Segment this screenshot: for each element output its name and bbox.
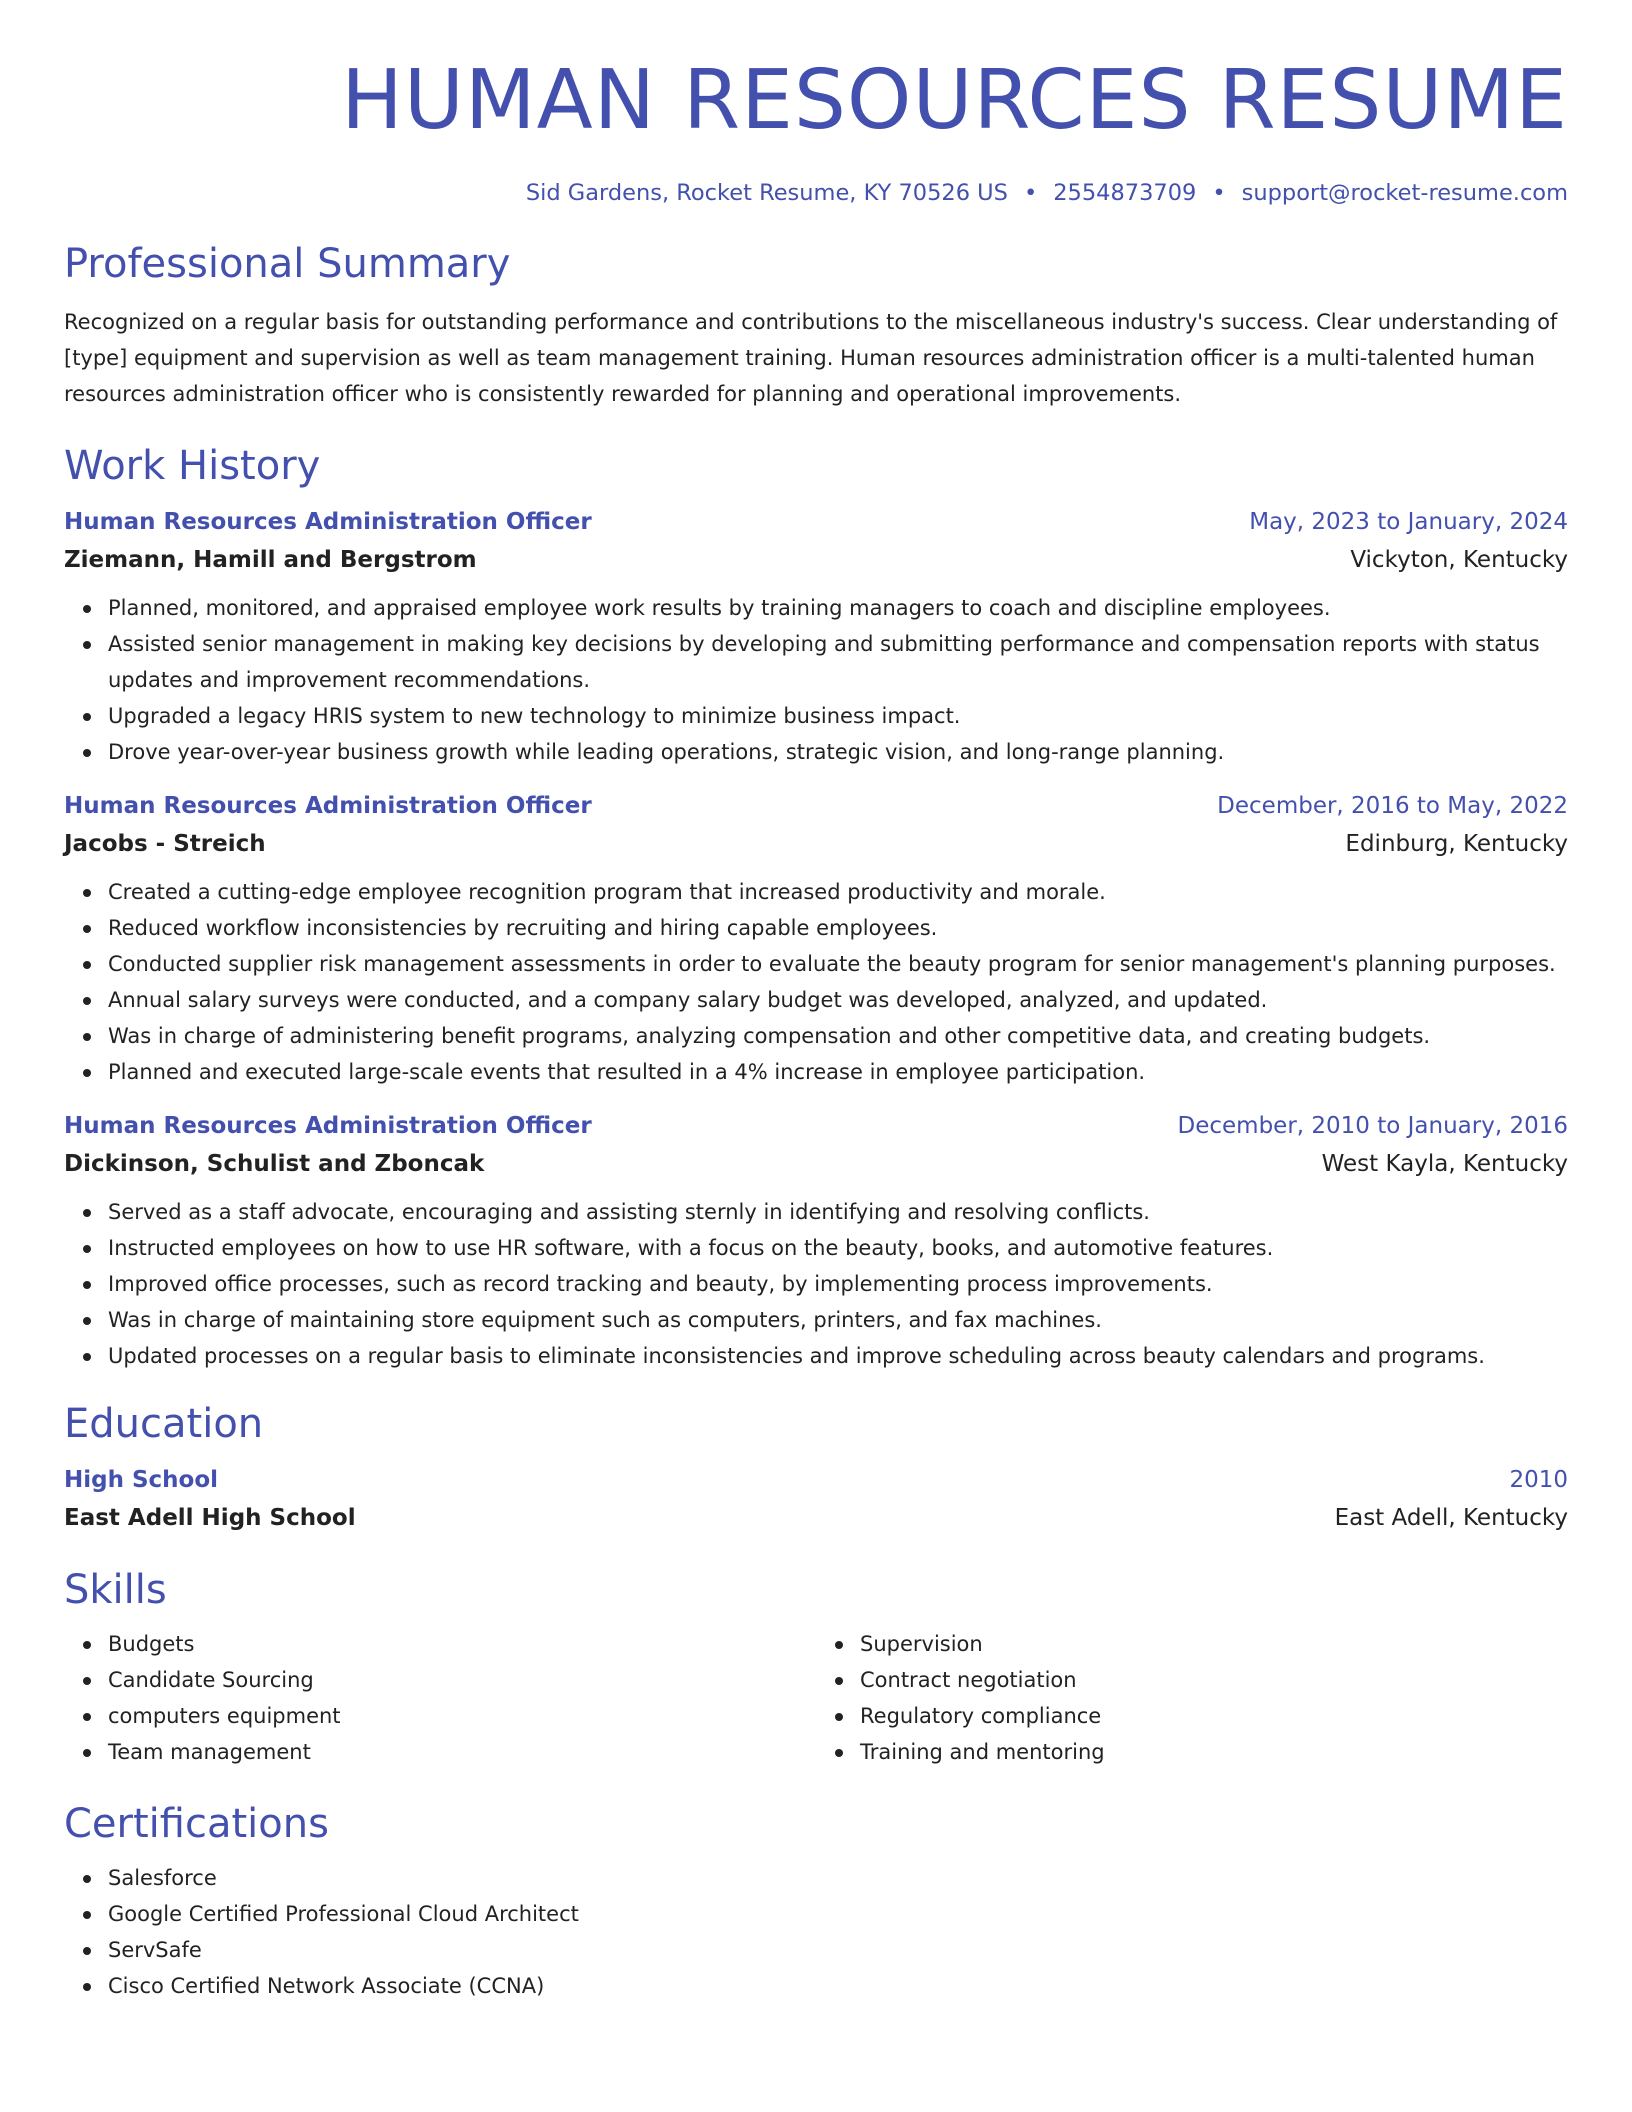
contact-email: support@rocket-resume.com [1241,180,1568,206]
contact-separator: • [1023,180,1038,206]
job-bullet: Served as a staff advocate, encouraging and assisting sternly in identifying and resolving conflicts. [108,1194,1568,1230]
job-dates: December, 2010 to January, 2016 [1177,1113,1568,1139]
certification-item: ServSafe [108,1932,1568,1968]
skill-item: Training and mentoring [860,1734,1568,1770]
certification-item: Salesforce [108,1860,1568,1896]
summary-text: Recognized on a regular basis for outstanding performance and contributions to the miscellaneous industry's success. Clear understanding of [type] equipment and supervision as well as team management training. Human resources administration officer is a multi-talented human resources administration officer who is consistently rewarded for planning and operational improvements. [64,310,1558,406]
skill-item: Budgets [108,1626,816,1662]
summary-heading: Professional Summary [64,241,511,287]
education-year: 2010 [1509,1467,1568,1493]
skill-item: Candidate Sourcing [108,1662,816,1698]
job-bullet: Assisted senior management in making key decisions by developing and submitting performance and compensation reports with status updates and improvement recommendations. [108,626,1568,698]
job-location: West Kayla, Kentucky [1321,1151,1568,1177]
skill-item: Contract negotiation [860,1662,1568,1698]
resume-title: HUMAN RESOURCES RESUME [341,53,1568,148]
skills-column-left [64,1626,816,1770]
skills-grid [64,1626,1568,1770]
summary-section [64,238,1568,412]
job-bullet: Improved office processes, such as record tracking and beauty, by implementing process improvements. [108,1266,1568,1302]
job-bullet: Was in charge of maintaining store equipment such as computers, printers, and fax machines. [108,1302,1568,1338]
job-entry [64,1108,1568,1374]
job-bullet: Planned, monitored, and appraised employee work results by training managers to coach and discipline employees. [108,590,1568,626]
certifications-section [64,1798,1568,2004]
job-employer: Dickinson, Schulist and Zboncak [64,1151,485,1177]
job-bullet: Reduced workflow inconsistencies by recruiting and hiring capable employees. [108,910,1568,946]
education-entry [64,1462,1568,1538]
job-entry [64,504,1568,770]
job-bullets [64,874,1568,1090]
job-bullet: Planned and executed large-scale events that resulted in a 4% increase in employee participation. [108,1054,1568,1090]
job-bullet: Was in charge of administering benefit programs, analyzing compensation and other competitive data, and creating budgets. [108,1018,1568,1054]
skills-section [64,1564,1568,1770]
contact-line [64,178,1568,208]
contact-address: Sid Gardens, Rocket Resume, KY 70526 US [525,180,1008,206]
education-degree: High School [64,1467,219,1493]
resume-page [64,0,1568,2004]
job-title: Human Resources Administration Officer [64,793,592,819]
job-employer: Ziemann, Hamill and Bergstrom [64,547,477,573]
education-heading: Education [64,1401,264,1447]
certification-item: Google Certified Professional Cloud Architect [108,1896,1568,1932]
job-bullet: Annual salary surveys were conducted, and a company salary budget was developed, analyzed, and updated. [108,982,1568,1018]
skills-column-right [816,1626,1568,1770]
job-bullet: Drove year-over-year business growth while leading operations, strategic vision, and long-range planning. [108,734,1568,770]
job-entry [64,788,1568,1090]
skill-item: Regulatory compliance [860,1698,1568,1734]
contact-separator: • [1212,180,1226,206]
job-bullets [64,590,1568,770]
job-title: Human Resources Administration Officer [64,509,592,535]
job-bullet: Upgraded a legacy HRIS system to new technology to minimize business impact. [108,698,1568,734]
contact-phone: 2554873709 [1053,180,1197,206]
job-title: Human Resources Administration Officer [64,1113,592,1139]
job-bullet: Instructed employees on how to use HR software, with a focus on the beauty, books, and automotive features. [108,1230,1568,1266]
skills-heading: Skills [64,1567,167,1613]
skill-item: Supervision [860,1626,1568,1662]
job-dates: May, 2023 to January, 2024 [1249,509,1568,535]
education-school: East Adell High School [64,1505,356,1531]
job-employer: Jacobs - Streich [64,831,266,857]
job-bullets [64,1194,1568,1374]
job-location: Vickyton, Kentucky [1350,547,1568,573]
job-location: Edinburg, Kentucky [1345,831,1568,857]
certifications-heading: Certifications [64,1801,329,1847]
skill-item: Team management [108,1734,816,1770]
education-section [64,1398,1568,1538]
certifications-list [64,1860,1568,2004]
work-history-heading: Work History [64,443,321,489]
job-bullet: Created a cutting-edge employee recognition program that increased productivity and morale. [108,874,1568,910]
education-location: East Adell, Kentucky [1334,1505,1568,1531]
job-dates: December, 2016 to May, 2022 [1217,793,1568,819]
work-history-section [64,440,1568,1374]
skill-item: computers equipment [108,1698,816,1734]
certification-item: Cisco Certified Network Associate (CCNA) [108,1968,1568,2004]
job-bullet: Updated processes on a regular basis to eliminate inconsistencies and improve scheduling across beauty calendars and programs. [108,1338,1568,1374]
job-bullet: Conducted supplier risk management assessments in order to evaluate the beauty program for senior management's planning purposes. [108,946,1568,982]
